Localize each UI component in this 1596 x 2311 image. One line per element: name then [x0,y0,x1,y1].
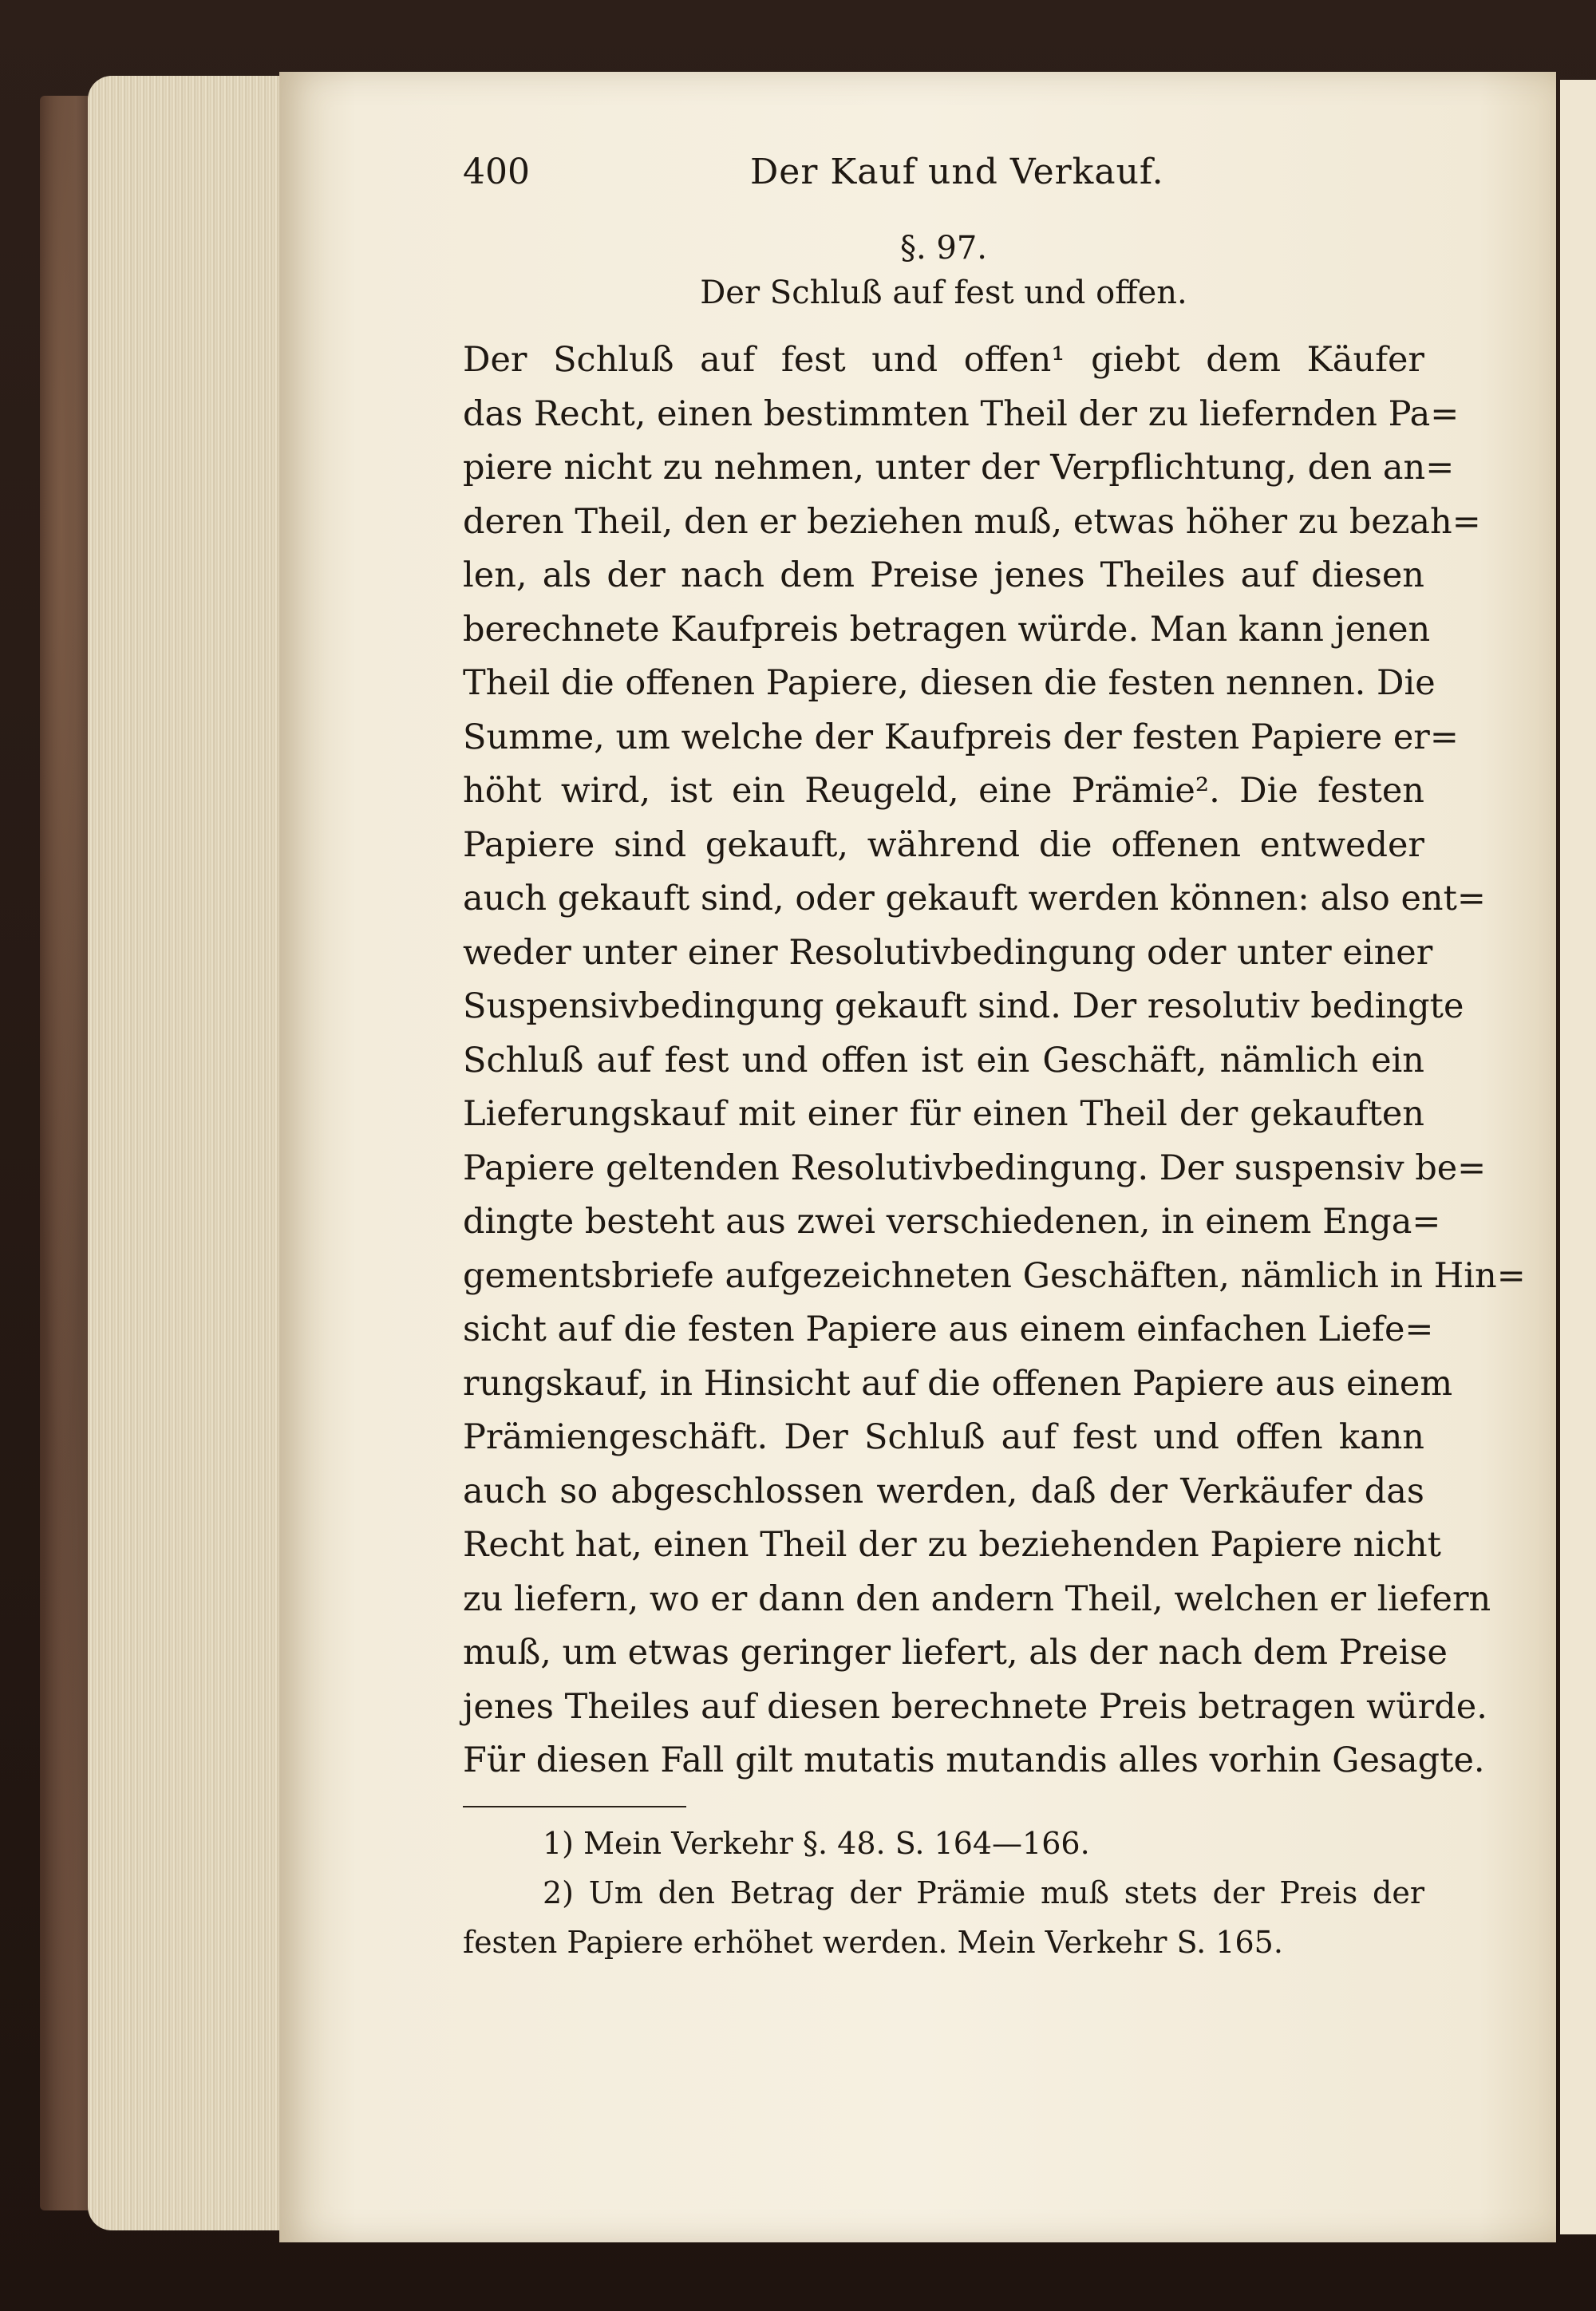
body-line: rungskauf, in Hinsicht auf die offenen Papiere aus einem [463,1363,1453,1404]
body-line: Für diesen Fall gilt mutatis mutandis alles vorhin Gesagte. [463,1740,1485,1780]
footnote-rule [463,1806,686,1807]
section-number: §. 97. [899,230,988,267]
body-line: muß, um etwas geringer liefert, als der nach dem Preise [463,1633,1448,1673]
section-title: Der Schluß auf fest und offen. [700,275,1187,311]
facing-page-edge [1560,80,1596,2234]
running-head [463,152,1424,215]
footnote-2-line-1: 2) Um den Betrag der Prämie muß stets der Preis der [543,1874,1424,1910]
body-line: dingte besteht aus zwei verschiedenen, in einem Enga= [463,1202,1441,1242]
body-line: jenes Theiles auf diesen berechnete Preis betragen würde. [463,1686,1487,1727]
body-line: piere nicht zu nehmen, unter der Verpflichtung, den an= [463,448,1455,488]
body-line: len, als der nach dem Preise jenes Theiles auf diesen [463,555,1424,595]
running-title: Der Kauf und Verkauf. [750,152,1164,192]
text-block [463,152,1526,1967]
body-line: Summe, um welche der Kaufpreis der festen Papiere er= [463,717,1459,757]
body-line: Der Schluß auf fest und offen¹ giebt dem Käufer [463,340,1424,380]
body-line: Suspensivbedingung gekauft sind. Der resolutiv bedingte [463,986,1464,1026]
body-line: gementsbriefe aufgezeichneten Geschäften, nämlich in Hin= [463,1255,1526,1296]
body-line: deren Theil, den er beziehen muß, etwas höher zu bezah= [463,501,1481,542]
body-line: sicht auf die festen Papiere aus einem einfachen Liefe= [463,1310,1434,1349]
body-line: das Recht, einen bestimmten Theil der zu liefernden Pa= [463,393,1460,434]
body-line: zu liefern, wo er dann den andern Theil, welchen er liefern [463,1578,1491,1619]
body-line: Theil die offenen Papiere, diesen die festen nennen. Die [463,663,1436,703]
body-line: auch gekauft sind, oder gekauft werden können: also ent= [463,879,1486,918]
body-line: Schluß auf fest und offen ist ein Geschäft, nämlich ein [463,1040,1424,1080]
body-line: höht wird, ist ein Reugeld, eine Prämie². Die festen [463,771,1424,811]
body-line: auch so abgeschlossen werden, daß der Verkäufer das [463,1471,1424,1511]
body-text [463,334,1526,1788]
body-line: weder unter einer Resolutivbedingung oder unter einer [463,932,1433,973]
footnote-2-line-2: festen Papiere erhöhet werden. Mein Verkehr S. 165. [463,1924,1283,1960]
page-number: 400 [463,152,530,192]
body-line: Lieferungskauf mit einer für einen Theil der gekauften [463,1094,1424,1134]
footnote-1: 1) Mein Verkehr §. 48. S. 164—166. [543,1825,1090,1861]
footnotes [463,1819,1424,1967]
body-line: berechnete Kaufpreis betragen würde. Man kann jenen [463,609,1431,650]
body-line: Prämiengeschäft. Der Schluß auf fest und offen kann [463,1417,1424,1457]
body-line: Papiere sind gekauft, während die offenen entweder [463,824,1424,865]
body-line: Recht hat, einen Theil der zu beziehenden Papiere nicht [463,1525,1441,1565]
page-edges [88,76,303,2230]
body-line: Papiere geltenden Resolutivbedingung. Der suspensiv be= [463,1148,1487,1188]
